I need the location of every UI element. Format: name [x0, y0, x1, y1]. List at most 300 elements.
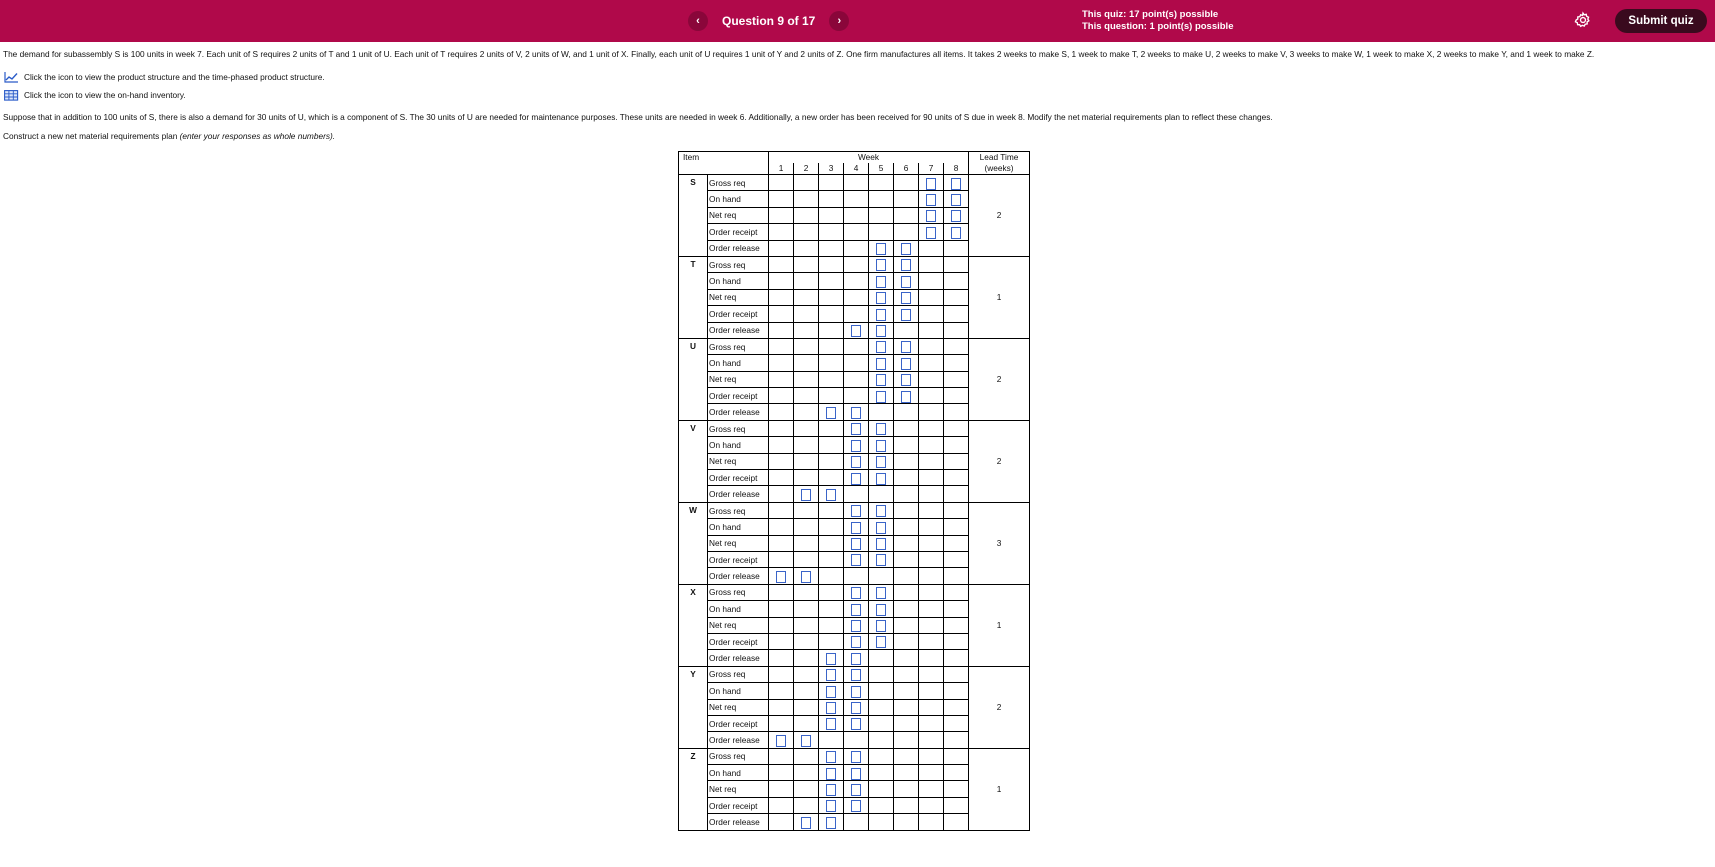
week-cell: [894, 502, 919, 518]
week-cell: [944, 338, 969, 354]
week-cell: [844, 650, 869, 666]
week-cell: [769, 404, 794, 420]
week-cell: [819, 584, 844, 600]
answer-input-w-week-5[interactable]: [876, 505, 886, 517]
week-cell: [894, 355, 919, 371]
inventory-link[interactable]: [4, 89, 186, 101]
week-cell: [794, 519, 819, 535]
week-cell: [919, 797, 944, 813]
answer-input-x-week-4[interactable]: [851, 604, 861, 616]
week-cell: [919, 322, 944, 338]
week-cell: [844, 797, 869, 813]
week-cell: [844, 437, 869, 453]
week-cell: [944, 551, 969, 567]
week-cell: [894, 224, 919, 240]
week-cell: [894, 486, 919, 502]
answer-input-y-week-1[interactable]: [776, 735, 786, 747]
week-cell: [944, 240, 969, 256]
week-cell: [894, 470, 919, 486]
answer-input-s-week-8[interactable]: [951, 227, 961, 239]
row-label: Order receipt: [708, 306, 769, 322]
answer-input-s-week-7[interactable]: [926, 194, 936, 206]
week-cell: [869, 355, 894, 371]
week-cell: [794, 240, 819, 256]
week-cell: [769, 322, 794, 338]
week-cell: [769, 355, 794, 371]
week-cell: [919, 551, 944, 567]
week-cell: [794, 551, 819, 567]
answer-input-u-week-6[interactable]: [901, 341, 911, 353]
week-cell: [944, 224, 969, 240]
answer-input-x-week-3[interactable]: [826, 653, 836, 665]
answer-input-s-week-5[interactable]: [876, 243, 886, 255]
week-cell: [919, 420, 944, 436]
week-cell: [869, 699, 894, 715]
answer-input-s-week-6[interactable]: [901, 243, 911, 255]
week-cell: [819, 765, 844, 781]
week-cell: [819, 797, 844, 813]
week-cell: [769, 240, 794, 256]
row-label: Gross req: [708, 666, 769, 682]
answer-input-v-week-5[interactable]: [876, 456, 886, 468]
week-cell: [894, 404, 919, 420]
answer-input-z-week-4[interactable]: [851, 784, 861, 796]
answer-input-t-week-6[interactable]: [901, 259, 911, 271]
week-cell: [844, 486, 869, 502]
week-cell: [869, 715, 894, 731]
answer-input-s-week-7[interactable]: [926, 227, 936, 239]
week-cell: [944, 617, 969, 633]
row-label: On hand: [708, 601, 769, 617]
week-cell: [769, 338, 794, 354]
answer-input-u-week-5[interactable]: [876, 341, 886, 353]
week-cell: [919, 388, 944, 404]
week-number: 1: [769, 163, 794, 175]
row-label: Order release: [708, 650, 769, 666]
answer-input-t-week-5[interactable]: [876, 292, 886, 304]
week-cell: [844, 748, 869, 764]
week-cell: [769, 535, 794, 551]
week-cell: [844, 781, 869, 797]
answer-input-v-week-3[interactable]: [826, 489, 836, 501]
week-cell: [919, 224, 944, 240]
answer-input-y-week-4[interactable]: [851, 686, 861, 698]
week-cell: [819, 519, 844, 535]
week-header: Week: [769, 152, 969, 164]
week-cell: [794, 699, 819, 715]
submit-quiz-button[interactable]: Submit quiz: [1615, 9, 1707, 33]
week-cell: [894, 584, 919, 600]
week-cell: [944, 568, 969, 584]
answer-input-s-week-7[interactable]: [926, 210, 936, 222]
week-cell: [944, 388, 969, 404]
answer-input-x-week-4[interactable]: [851, 653, 861, 665]
week-cell: [794, 273, 819, 289]
week-cell: [819, 683, 844, 699]
product-structure-link-text[interactable]: Click the icon to view the product structure and the time-phased product structure.: [24, 72, 325, 82]
week-cell: [794, 355, 819, 371]
row-label: Net req: [708, 535, 769, 551]
answer-input-z-week-4[interactable]: [851, 768, 861, 780]
lead-time-value: 3: [969, 502, 1030, 584]
answer-input-u-week-5[interactable]: [876, 391, 886, 403]
item-header-spacer: [679, 163, 769, 175]
week-cell: [919, 371, 944, 387]
week-cell: [944, 666, 969, 682]
lead-time-subheader: (weeks): [969, 163, 1030, 175]
answer-input-w-week-4[interactable]: [851, 522, 861, 534]
week-cell: [844, 535, 869, 551]
week-cell: [919, 633, 944, 649]
row-label: Net req: [708, 289, 769, 305]
row-label: Net req: [708, 371, 769, 387]
row-label: Net req: [708, 617, 769, 633]
week-cell: [769, 420, 794, 436]
answer-input-t-week-6[interactable]: [901, 292, 911, 304]
week-cell: [894, 748, 919, 764]
week-cell: [819, 732, 844, 748]
week-cell: [894, 371, 919, 387]
week-cell: [894, 388, 919, 404]
answer-input-z-week-3[interactable]: [826, 800, 836, 812]
week-cell: [819, 437, 844, 453]
week-cell: [819, 470, 844, 486]
week-cell: [819, 453, 844, 469]
week-cell: [794, 617, 819, 633]
answer-input-w-week-4[interactable]: [851, 554, 861, 566]
answer-input-z-week-3[interactable]: [826, 768, 836, 780]
week-cell: [844, 470, 869, 486]
week-cell: [919, 355, 944, 371]
row-label: Gross req: [708, 748, 769, 764]
week-cell: [769, 486, 794, 502]
answer-input-t-week-5[interactable]: [876, 325, 886, 337]
mrp-row-z: [679, 748, 1030, 764]
answer-input-z-week-4[interactable]: [851, 751, 861, 763]
answer-input-x-week-4[interactable]: [851, 620, 861, 632]
week-cell: [919, 666, 944, 682]
answer-input-y-week-2[interactable]: [801, 735, 811, 747]
answer-input-y-week-3[interactable]: [826, 686, 836, 698]
week-cell: [894, 175, 919, 191]
item-header: Item: [679, 152, 769, 164]
week-cell: [819, 420, 844, 436]
week-cell: [944, 420, 969, 436]
week-cell: [819, 486, 844, 502]
answer-input-u-week-4[interactable]: [851, 407, 861, 419]
answer-input-x-week-4[interactable]: [851, 636, 861, 648]
mrp-table: [678, 151, 1030, 831]
week-cell: [844, 224, 869, 240]
row-label: Net req: [708, 699, 769, 715]
answer-input-t-week-6[interactable]: [901, 276, 911, 288]
week-cell: [819, 404, 844, 420]
week-cell: [869, 797, 894, 813]
answer-input-z-week-3[interactable]: [826, 784, 836, 796]
week-cell: [869, 765, 894, 781]
week-cell: [944, 486, 969, 502]
answer-input-t-week-5[interactable]: [876, 259, 886, 271]
answer-input-t-week-4[interactable]: [851, 325, 861, 337]
week-cell: [944, 633, 969, 649]
week-cell: [919, 650, 944, 666]
week-cell: [794, 191, 819, 207]
row-label: Order release: [708, 568, 769, 584]
answer-input-z-week-4[interactable]: [851, 800, 861, 812]
week-cell: [819, 715, 844, 731]
answer-input-v-week-2[interactable]: [801, 489, 811, 501]
week-cell: [944, 404, 969, 420]
week-cell: [844, 617, 869, 633]
answer-input-s-week-8[interactable]: [951, 194, 961, 206]
row-label: On hand: [708, 191, 769, 207]
row-label: Order receipt: [708, 715, 769, 731]
week-cell: [794, 715, 819, 731]
answer-input-u-week-5[interactable]: [876, 374, 886, 386]
answer-input-s-week-8[interactable]: [951, 178, 961, 190]
instruction-line: [3, 131, 335, 141]
week-cell: [794, 797, 819, 813]
week-cell: [894, 207, 919, 223]
answer-input-w-week-1[interactable]: [776, 571, 786, 583]
answer-input-s-week-8[interactable]: [951, 210, 961, 222]
answer-input-z-week-2[interactable]: [801, 817, 811, 829]
week-cell: [919, 732, 944, 748]
answer-input-x-week-5[interactable]: [876, 620, 886, 632]
previous-question-button[interactable]: ‹: [688, 11, 708, 31]
week-cell: [769, 551, 794, 567]
week-cell: [819, 748, 844, 764]
lead-time-value: 1: [969, 748, 1030, 830]
week-cell: [869, 306, 894, 322]
week-cell: [844, 633, 869, 649]
lead-time-value: 2: [969, 175, 1030, 257]
week-cell: [919, 781, 944, 797]
gear-icon[interactable]: [1574, 11, 1592, 29]
lead-time-value: 1: [969, 584, 1030, 666]
week-cell: [769, 519, 794, 535]
row-label: Order release: [708, 814, 769, 830]
answer-input-w-week-2[interactable]: [801, 571, 811, 583]
answer-input-z-week-3[interactable]: [826, 817, 836, 829]
week-cell: [919, 273, 944, 289]
row-label: On hand: [708, 273, 769, 289]
week-cell: [869, 338, 894, 354]
week-cell: [944, 207, 969, 223]
answer-input-w-week-5[interactable]: [876, 554, 886, 566]
week-cell: [769, 748, 794, 764]
week-cell: [844, 765, 869, 781]
week-cell: [819, 633, 844, 649]
week-cell: [844, 338, 869, 354]
week-cell: [819, 256, 844, 272]
answer-input-t-week-5[interactable]: [876, 309, 886, 321]
week-cell: [794, 289, 819, 305]
answer-input-t-week-6[interactable]: [901, 309, 911, 321]
table-icon[interactable]: [4, 90, 19, 101]
week-cell: [819, 240, 844, 256]
week-cell: [819, 224, 844, 240]
answer-input-s-week-7[interactable]: [926, 178, 936, 190]
week-cell: [894, 732, 919, 748]
week-cell: [794, 601, 819, 617]
week-cell: [769, 502, 794, 518]
answer-input-z-week-3[interactable]: [826, 751, 836, 763]
answer-input-v-week-5[interactable]: [876, 473, 886, 485]
week-cell: [869, 584, 894, 600]
answer-input-u-week-6[interactable]: [901, 358, 911, 370]
answer-input-x-week-5[interactable]: [876, 604, 886, 616]
week-cell: [769, 699, 794, 715]
item-name: U: [679, 338, 708, 420]
week-cell: [894, 420, 919, 436]
week-cell: [844, 420, 869, 436]
week-cell: [869, 601, 894, 617]
week-cell: [769, 732, 794, 748]
week-number: 6: [894, 163, 919, 175]
week-cell: [844, 551, 869, 567]
mrp-row-w: [679, 502, 1030, 518]
product-structure-link[interactable]: [4, 71, 325, 83]
week-cell: [919, 765, 944, 781]
week-cell: [769, 207, 794, 223]
week-cell: [944, 715, 969, 731]
answer-input-y-week-3[interactable]: [826, 718, 836, 730]
answer-input-x-week-5[interactable]: [876, 587, 886, 599]
week-cell: [894, 814, 919, 830]
week-cell: [769, 568, 794, 584]
week-cell: [894, 666, 919, 682]
answer-input-w-week-4[interactable]: [851, 505, 861, 517]
answer-input-y-week-4[interactable]: [851, 718, 861, 730]
week-cell: [919, 404, 944, 420]
instruction-text: Construct a new net material requirements plan: [3, 131, 178, 141]
week-cell: [869, 502, 894, 518]
week-cell: [919, 568, 944, 584]
week-cell: [794, 322, 819, 338]
item-name: S: [679, 175, 708, 257]
week-cell: [819, 781, 844, 797]
row-label: Order release: [708, 732, 769, 748]
week-cell: [844, 175, 869, 191]
week-cell: [769, 601, 794, 617]
answer-input-v-week-5[interactable]: [876, 423, 886, 435]
week-cell: [869, 732, 894, 748]
week-cell: [769, 797, 794, 813]
week-cell: [919, 519, 944, 535]
row-label: Order release: [708, 322, 769, 338]
week-cell: [819, 666, 844, 682]
week-cell: [819, 273, 844, 289]
week-cell: [844, 191, 869, 207]
week-cell: [919, 584, 944, 600]
week-cell: [819, 601, 844, 617]
week-cell: [869, 486, 894, 502]
answer-input-v-week-5[interactable]: [876, 440, 886, 452]
week-cell: [794, 207, 819, 223]
quiz-points: This quiz: 17 point(s) possible: [1082, 9, 1219, 20]
week-cell: [894, 650, 919, 666]
row-label: Gross req: [708, 256, 769, 272]
row-label: On hand: [708, 437, 769, 453]
week-cell: [944, 584, 969, 600]
week-cell: [869, 748, 894, 764]
answer-input-v-week-4[interactable]: [851, 473, 861, 485]
week-cell: [894, 535, 919, 551]
week-cell: [894, 289, 919, 305]
mrp-row-u: [679, 338, 1030, 354]
week-cell: [769, 256, 794, 272]
answer-input-u-week-6[interactable]: [901, 391, 911, 403]
week-cell: [844, 240, 869, 256]
week-cell: [894, 437, 919, 453]
answer-input-y-week-4[interactable]: [851, 702, 861, 714]
week-cell: [869, 666, 894, 682]
answer-input-x-week-4[interactable]: [851, 587, 861, 599]
quiz-points-info: [1082, 9, 1233, 33]
answer-input-u-week-6[interactable]: [901, 374, 911, 386]
answer-input-t-week-5[interactable]: [876, 276, 886, 288]
question-label[interactable]: Question 9 of 17: [722, 14, 816, 28]
week-cell: [919, 486, 944, 502]
answer-input-w-week-5[interactable]: [876, 538, 886, 550]
week-cell: [894, 765, 919, 781]
week-cell: [844, 306, 869, 322]
row-label: On hand: [708, 519, 769, 535]
answer-input-y-week-4[interactable]: [851, 669, 861, 681]
week-cell: [769, 175, 794, 191]
week-cell: [819, 322, 844, 338]
week-number: 7: [919, 163, 944, 175]
row-label: Gross req: [708, 420, 769, 436]
answer-input-v-week-4[interactable]: [851, 423, 861, 435]
week-cell: [944, 601, 969, 617]
week-cell: [919, 289, 944, 305]
week-cell: [894, 191, 919, 207]
problem-statement: The demand for subassembly S is 100 units in week 7. Each unit of S requires 2 units of T and 1 unit of U. Each unit of T requires 2 units of V, 2 units of W, and 1 unit of X. Finally, each unit of U requires 1 unit of Y and 2 units of Z. One firm manufactures all items. It takes 2 weeks to make S, 1 week to make T, 2 weeks to make U, 2 weeks to make V, 3 weeks to make W, 1 week to make X, 2 weeks to make Y, and 1 week to make Z.: [3, 49, 1595, 59]
week-cell: [944, 732, 969, 748]
week-cell: [769, 191, 794, 207]
week-cell: [894, 617, 919, 633]
week-cell: [769, 224, 794, 240]
week-cell: [919, 699, 944, 715]
week-cell: [894, 601, 919, 617]
answer-input-y-week-3[interactable]: [826, 702, 836, 714]
next-question-button[interactable]: ›: [829, 11, 849, 31]
answer-input-v-week-4[interactable]: [851, 440, 861, 452]
chart-icon[interactable]: [4, 72, 19, 83]
answer-input-u-week-5[interactable]: [876, 358, 886, 370]
mrp-row-t: [679, 256, 1030, 272]
inventory-link-text[interactable]: Click the icon to view the on-hand inventory.: [24, 90, 186, 100]
mrp-row-x: [679, 584, 1030, 600]
week-cell: [844, 355, 869, 371]
row-label: On hand: [708, 683, 769, 699]
answer-input-u-week-3[interactable]: [826, 407, 836, 419]
answer-input-x-week-5[interactable]: [876, 636, 886, 648]
week-cell: [869, 437, 894, 453]
week-cell: [819, 650, 844, 666]
week-cell: [919, 453, 944, 469]
top-bar: [0, 0, 1715, 42]
answer-input-w-week-5[interactable]: [876, 522, 886, 534]
answer-input-y-week-3[interactable]: [826, 669, 836, 681]
answer-input-v-week-4[interactable]: [851, 456, 861, 468]
week-cell: [869, 535, 894, 551]
week-cell: [894, 322, 919, 338]
answer-input-w-week-4[interactable]: [851, 538, 861, 550]
week-cell: [844, 371, 869, 387]
